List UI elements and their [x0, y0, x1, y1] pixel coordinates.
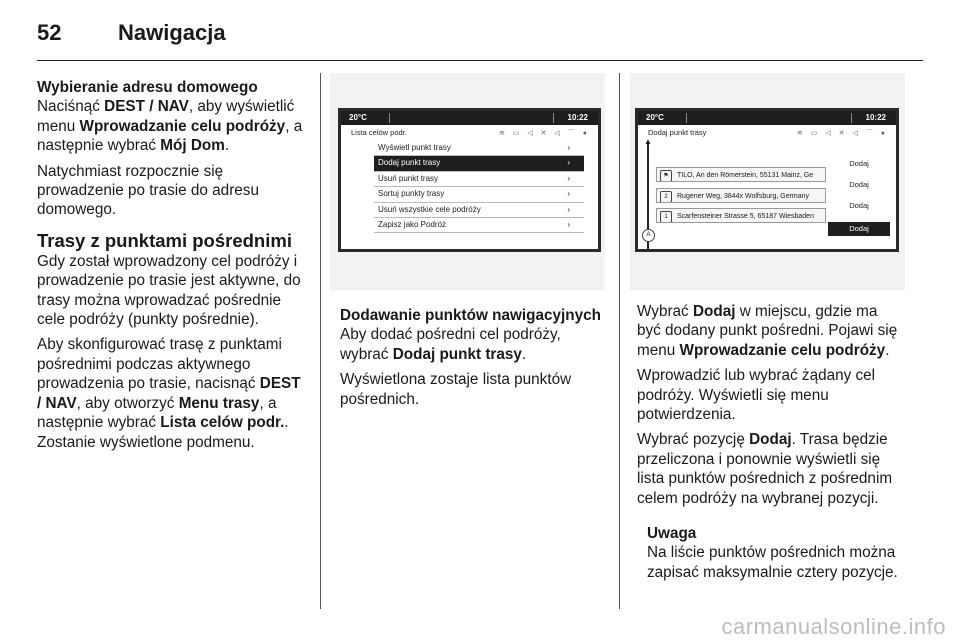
note-box [647, 524, 905, 582]
destination-row[interactable]: 1 Scarfensteiner Strasse 5, 65187 Wiesbaden [656, 208, 826, 223]
paragraph-waypoints-2: Aby skonfigurować trasę z punktami pośrednimi podczas aktywnego prowadzenia po trasie, nacisnąć DEST / NAV, aby otworzyć Menu trasy, a następnie wybrać Lista celów podr.. Zostanie wyświetlone podmenu. [37, 336, 301, 451]
waypoint-2-icon: 2 [660, 191, 672, 203]
destination-row[interactable]: 2 Rugener Weg, 3844x Wolfsburg, Germany [656, 188, 826, 203]
temperature-readout: 20°C [349, 113, 367, 122]
chevron-right-icon: › [567, 158, 570, 168]
page-title: Nawigacja [118, 20, 226, 45]
chevron-right-icon: › [567, 189, 570, 199]
menu-item[interactable]: Wyświetl punkt trasy › [374, 141, 584, 156]
screen-subtitle: Lista celów podr. [351, 128, 407, 137]
flag-icon: ⚑ [660, 170, 672, 182]
paragraph-confirm-add: Wybrać pozycję Dodaj. Trasa będzie przeliczona i ponownie wyświetli się lista punktów pośrednich z pośrednim celem podróży na wybranej pozycji. [637, 431, 893, 507]
status-icons: ≋ ▭ ◁ ✕ ◁ ⌒ ● [498, 130, 590, 137]
column-divider-1 [320, 73, 321, 609]
column-1 [37, 78, 307, 458]
paragraph-waypoints-1: Gdy został wprowadzony cel podróży i prowadzenie po trasie jest aktywne, do trasy można wprowadzać pośrednie cele podróży (punkty pośrednie). [37, 252, 301, 329]
page-header [37, 14, 923, 61]
add-button[interactable]: Dodaj [849, 159, 869, 168]
menu-item[interactable]: Usuń wszystkie cele podróży › [374, 203, 584, 218]
add-button[interactable]: Dodaj [849, 180, 869, 189]
waypoint-1-icon: 1 [660, 211, 672, 223]
chevron-right-icon: › [567, 219, 570, 229]
paragraph-home-1: Naciśnąć DEST / NAV, aby wyświetlić menu Wprowadzanie celu podróży, a następnie wybrać Mój Dom. [37, 98, 303, 155]
heading-add-waypoints: Dodawanie punktów nawigacyjnych [340, 307, 601, 324]
display-screen [635, 108, 899, 252]
note-title: Uwaga [647, 525, 697, 543]
menu-item-selected[interactable]: Dodaj punkt trasy › [374, 156, 584, 171]
status-bar [638, 111, 896, 125]
watermark: carmanualsonline.info [721, 614, 946, 639]
clock-readout: 10:22 [567, 113, 588, 122]
chevron-right-icon: › [567, 143, 570, 152]
arrow-up-icon: ▲ [644, 137, 652, 146]
status-bar [341, 111, 598, 125]
screenshot-waypoint-list [330, 73, 605, 290]
screen-subtitle: Dodaj punkt trasy [648, 128, 707, 137]
menu-item[interactable]: Sortuj punkty trasy › [374, 187, 584, 202]
paragraph-home-2: Natychmiast rozpocznie się prowadzenie po trasie do adresu domowego. [37, 162, 259, 219]
paragraph-select-add: Wybrać Dodaj w miejscu, gdzie ma być dodany punkt pośredni. Pojawi się menu Wprowadzanie celu podróży. [637, 303, 898, 359]
destination-row[interactable]: ⚑ TILO, An den Römerstein, 55131 Mainz, Ge [656, 167, 826, 182]
add-button-selected[interactable]: Dodaj [828, 222, 890, 236]
note-text: Na liście punktów pośrednich można zapisać maksymalnie cztery pozycje. [647, 544, 898, 581]
temperature-readout: 20°C [646, 113, 664, 122]
paragraph-add-1: Aby dodać pośredni cel podróży, wybrać Dodaj punkt trasy. [340, 326, 561, 363]
paragraph-enter-destination: Wprowadzić lub wybrać żądany cel podróży. Wyświetli się menu potwierdzenia. [637, 367, 876, 424]
status-icons: ≋ ▭ ◁ ✕ ◁ ⌒ ● [796, 130, 888, 137]
page-number: 52 [37, 20, 62, 45]
waypoint-menu [374, 141, 584, 233]
column-divider-2 [619, 73, 620, 609]
clock-readout: 10:22 [865, 113, 886, 122]
start-point-icon: A [642, 229, 655, 242]
add-button[interactable]: Dodaj [849, 201, 869, 210]
screenshot-add-waypoint [630, 73, 905, 290]
column-3 [637, 302, 905, 582]
display-screen [338, 108, 601, 252]
heading-home-address: Wybieranie adresu domowego [37, 79, 258, 96]
column-2 [340, 306, 610, 415]
heading-waypoints: Trasy z punktami pośrednimi [37, 229, 292, 251]
paragraph-add-2: Wyświetlona zostaje lista punktów pośrednich. [340, 371, 572, 408]
menu-item[interactable]: Usuń punkt trasy › [374, 172, 584, 187]
chevron-right-icon: › [567, 204, 570, 214]
menu-item[interactable]: Zapisz jako Podróż › [374, 218, 584, 233]
chevron-right-icon: › [567, 173, 570, 183]
